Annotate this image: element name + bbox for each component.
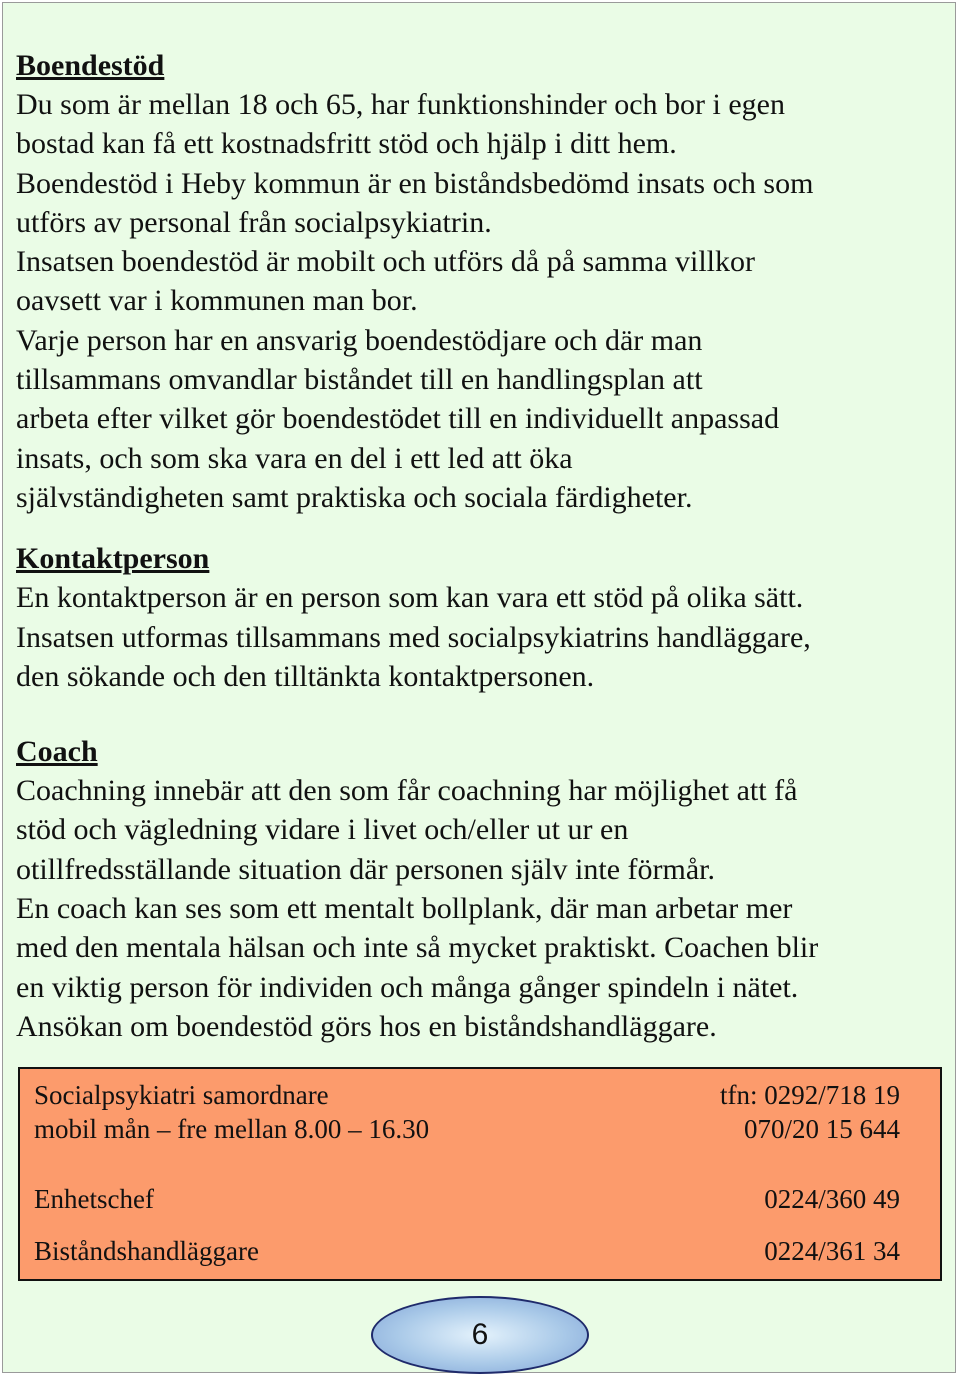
- section-boendestod: [16, 46, 946, 517]
- contact-row: [34, 1183, 900, 1215]
- contact-row: [34, 1235, 900, 1267]
- paragraph-line: insats, och som ska vara en del i ett led att öka: [16, 441, 573, 475]
- paragraph-line: Ansökan om boendestöd görs hos en biståndshandläggare.: [16, 1009, 717, 1043]
- contact-label: Socialpsykiatri samordnare: [34, 1080, 329, 1110]
- paragraph-line: otillfredsställande situation där personen själv inte förmår.: [16, 852, 715, 886]
- page-number: 6: [471, 1318, 489, 1351]
- contact-row: [34, 1079, 900, 1111]
- paragraph-line: en viktig person för individen och många gånger spindeln i nätet.: [16, 970, 799, 1004]
- contact-box: [18, 1067, 942, 1281]
- paragraph-line: bostad kan få ett kostnadsfritt stöd och hjälp i ditt hem.: [16, 127, 677, 161]
- contact-phone: 0224/360 49: [764, 1184, 900, 1214]
- section-heading: Coach: [16, 735, 98, 769]
- section-heading: Kontaktperson: [16, 542, 210, 576]
- paragraph-line: Insatsen utformas tillsammans med socialpsykiatrins handläggare,: [16, 620, 811, 654]
- paragraph-line: utförs av personal från socialpsykiatrin.: [16, 205, 492, 239]
- paragraph-line: stöd och vägledning vidare i livet och/eller ut ur en: [16, 813, 629, 847]
- paragraph-line: Insatsen boendestöd är mobilt och utförs då på samma villkor: [16, 245, 755, 279]
- paragraph-line: En kontaktperson är en person som kan vara ett stöd på olika sätt.: [16, 581, 804, 615]
- contact-phone: 070/20 15 644: [743, 1114, 900, 1144]
- paragraph-line: Coachning innebär att den som får coachning har möjlighet att få: [16, 774, 798, 808]
- section-coach: [16, 732, 946, 1046]
- paragraph-line: med den mentala hälsan och inte så mycket praktiskt. Coachen blir: [16, 931, 819, 965]
- page-number-badge: [371, 1296, 589, 1374]
- contact-label: Biståndshandläggare: [34, 1236, 259, 1266]
- paragraph-line: den sökande och den tilltänkta kontaktpersonen.: [16, 659, 595, 693]
- paragraph-line: Varje person har en ansvarig boendestödjare och där man: [16, 323, 703, 357]
- document-body: [16, 46, 946, 1046]
- section-spacer: [16, 517, 946, 539]
- paragraph-line: oavsett var i kommunen man bor.: [16, 284, 418, 318]
- paragraph-line: tillsammans omvandlar biståndet till en handlingsplan att: [16, 363, 703, 397]
- contact-label: mobil mån – fre mellan 8.00 – 16.30: [34, 1114, 430, 1144]
- contact-phone: tfn: 0292/718 19: [720, 1080, 900, 1110]
- contact-row: [34, 1113, 900, 1145]
- paragraph-line: Du som är mellan 18 och 65, har funktionshinder och bor i egen: [16, 88, 785, 121]
- section-kontaktperson: [16, 539, 946, 696]
- contact-label: Enhetschef: [34, 1184, 154, 1214]
- paragraph-line: En coach kan ses som ett mentalt bollplank, där man arbetar mer: [16, 892, 793, 926]
- paragraph-line: arbeta efter vilket gör boendestödet till en individuellt anpassad: [16, 402, 780, 436]
- paragraph-line: självständigheten samt praktiska och sociala färdigheter.: [16, 480, 693, 514]
- paragraph-line: Boendestöd i Heby kommun är en biståndsbedömd insats och som: [16, 166, 814, 200]
- contact-phone: 0224/361 34: [764, 1236, 900, 1266]
- section-spacer: [16, 696, 946, 732]
- section-heading: Boendestöd: [16, 49, 165, 82]
